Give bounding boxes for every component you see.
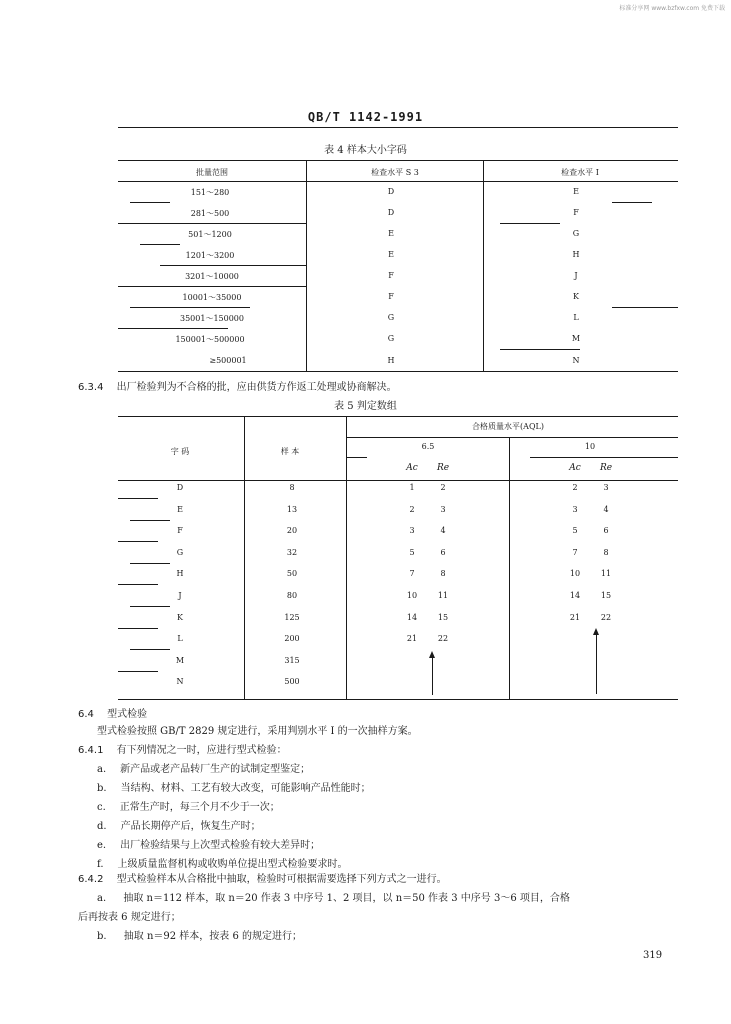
re-10-cell: 15 xyxy=(600,591,612,600)
table5-level-rule xyxy=(347,457,367,458)
list-item xyxy=(97,760,310,775)
lot-range-cell: 501～1200 xyxy=(188,230,232,239)
table4-caption: 表 4 样本大小字码 xyxy=(324,145,407,156)
list-item-label: b. xyxy=(97,783,107,794)
list-item xyxy=(97,817,261,832)
row-rule xyxy=(130,202,170,203)
section-6-4-heading xyxy=(78,705,147,720)
code-level1-cell: K xyxy=(573,292,579,301)
row-rule xyxy=(130,520,170,521)
sample-cell: 80 xyxy=(286,591,298,600)
code-cell: M xyxy=(175,655,185,665)
section-number: 6.4 xyxy=(78,709,94,720)
code-level1-cell: N xyxy=(572,356,580,365)
ac-6-5-cell: 2 xyxy=(409,504,415,514)
code-level1-cell: G xyxy=(572,229,580,238)
row-rule xyxy=(118,223,306,224)
ac-6-5-cell: 10 xyxy=(406,591,418,600)
list-item-label: a. xyxy=(97,764,107,775)
list-item-label: a. xyxy=(97,893,107,904)
up-arrow-icon xyxy=(432,657,433,695)
sample-cell: 32 xyxy=(286,547,298,557)
list-item xyxy=(97,927,302,942)
row-rule xyxy=(118,541,158,542)
re-10-cell: 3 xyxy=(603,483,609,492)
list-item xyxy=(97,779,371,794)
ac-6-5-cell: 21 xyxy=(406,634,418,644)
code-cell: D xyxy=(176,483,184,492)
table4-header-rule xyxy=(118,181,678,182)
lot-range-cell: 3201～10000 xyxy=(185,272,239,281)
lot-range-cell: 35001～150000 xyxy=(180,314,244,323)
list-item-label: f. xyxy=(97,859,104,870)
list-item-text: 出厂检验结果与上次型式检验有较大差异时； xyxy=(120,840,321,851)
list-item-text: 抽取 n＝112 样本，取 n＝20 作表 3 中序号 1、2 项目，以 n＝50 作表 3 中序号 3～6 项目，合格 xyxy=(123,893,570,904)
table5-re-10: Re xyxy=(599,463,613,473)
re-6-5-cell: 8 xyxy=(440,569,446,579)
row-rule xyxy=(612,307,678,308)
re-6-5-cell: 15 xyxy=(437,612,449,622)
lot-range-cell: 150001～500000 xyxy=(175,335,245,344)
sample-cell: 500 xyxy=(284,677,300,687)
re-6-5-cell: 11 xyxy=(437,591,449,600)
code-level1-cell: F xyxy=(573,208,579,217)
re-6-5-cell: 3 xyxy=(440,504,446,514)
watermark-text: 标准分享网 www.bzfxw.com 免费下载 xyxy=(619,5,725,12)
re-10-cell: 4 xyxy=(603,504,609,514)
code-s3-cell: D xyxy=(387,208,395,217)
row-rule xyxy=(118,286,306,287)
standard-number: QB/T 1142-1991 xyxy=(307,110,424,124)
re-10-cell: 8 xyxy=(603,547,609,557)
lot-range-cell: 1201～3200 xyxy=(185,251,235,260)
code-cell: E xyxy=(177,504,183,514)
row-rule xyxy=(130,606,170,607)
sample-cell: 200 xyxy=(284,634,300,644)
list-item xyxy=(97,836,320,851)
lot-range-cell: ≥500001 xyxy=(209,356,247,365)
table4-col-divider-1 xyxy=(306,161,307,371)
list-item xyxy=(97,889,570,904)
list-item-text: 正常生产时，每三个月不少于一次； xyxy=(119,802,280,813)
table5-header-sample: 样 本 xyxy=(280,447,300,456)
sample-cell: 125 xyxy=(284,612,300,622)
list-item-text: 产品长期停产后，恢复生产时； xyxy=(120,821,261,832)
code-level1-cell: E xyxy=(573,187,579,196)
ac-10-cell: 2 xyxy=(572,483,578,492)
row-rule xyxy=(500,223,560,224)
code-level1-cell: J xyxy=(574,271,578,280)
table5-header-code: 字 码 xyxy=(170,447,190,456)
code-level1-cell: H xyxy=(572,250,580,259)
re-10-cell: 6 xyxy=(603,526,609,536)
sample-cell: 315 xyxy=(284,655,300,665)
row-rule xyxy=(130,563,170,564)
re-6-5-cell: 4 xyxy=(440,526,446,536)
list-item-label: b. xyxy=(97,931,107,942)
table5-ac-6-5: Ac xyxy=(406,463,418,473)
list-item-text: 抽取 n＝92 样本，按表 6 的规定进行； xyxy=(123,931,303,942)
row-rule xyxy=(140,244,180,245)
ac-10-cell: 3 xyxy=(572,504,578,514)
code-s3-cell: H xyxy=(387,356,395,365)
lot-range-cell: 151～280 xyxy=(190,188,230,197)
table5-aql-rule xyxy=(347,437,678,438)
clause-text: 出厂检验判为不合格的批，应由供货方作返工处理或协商解决。 xyxy=(116,382,397,393)
section-title: 型式检验 xyxy=(107,709,148,720)
row-rule xyxy=(612,202,652,203)
re-10-cell: 11 xyxy=(600,569,612,579)
table4-top-rule xyxy=(118,160,678,161)
sample-cell: 8 xyxy=(289,483,295,492)
clause-6-4-1 xyxy=(78,741,287,756)
row-rule xyxy=(118,628,158,629)
ac-10-cell: 7 xyxy=(572,547,578,557)
table5-col-divider-2 xyxy=(346,417,347,699)
list-item xyxy=(97,798,280,813)
code-level1-cell: L xyxy=(573,313,579,322)
list-item-label: d. xyxy=(97,821,107,832)
ac-6-5-cell: 1 xyxy=(409,483,415,492)
ac-10-cell: 14 xyxy=(569,591,581,600)
code-cell: F xyxy=(177,526,183,536)
list-item xyxy=(97,855,348,870)
ac-10-cell: 21 xyxy=(569,612,581,622)
code-cell: L xyxy=(177,634,183,644)
clause-6-4-2 xyxy=(78,870,447,885)
code-s3-cell: E xyxy=(388,250,394,259)
row-rule xyxy=(500,349,580,350)
code-s3-cell: D xyxy=(387,187,395,196)
up-arrow-icon xyxy=(596,634,597,694)
clause-number: 6.4.1 xyxy=(78,745,104,756)
row-rule xyxy=(130,649,170,650)
re-10-cell: 22 xyxy=(600,612,612,622)
code-s3-cell: F xyxy=(388,292,394,301)
row-rule xyxy=(118,671,158,672)
table4-header-level1: 检查水平 Ⅰ xyxy=(561,168,599,177)
lot-range-cell: 281～500 xyxy=(190,209,230,218)
code-s3-cell: F xyxy=(388,271,394,280)
clause-6-3-4 xyxy=(78,378,397,393)
re-6-5-cell: 6 xyxy=(440,547,446,557)
re-6-5-cell: 22 xyxy=(437,634,449,644)
table5-re-6-5: Re xyxy=(436,463,450,473)
clause-text: 型式检验样本从合格批中抽取，检验时可根据需要选择下列方式之一进行。 xyxy=(116,874,447,885)
row-rule xyxy=(160,265,306,266)
table5-caption: 表 5 判定数组 xyxy=(334,401,397,412)
table5-level-rule xyxy=(530,457,678,458)
code-cell: N xyxy=(176,677,184,687)
page-number: 319 xyxy=(643,950,663,961)
list-item-label: c. xyxy=(97,802,106,813)
table4-header-s3: 检查水平 S 3 xyxy=(371,168,419,177)
table5-ac-10: Ac xyxy=(569,463,581,473)
code-cell: J xyxy=(178,591,182,600)
list-item-text: 上级质量监督机构或收购单位提出型式检验要求时。 xyxy=(117,859,348,870)
code-s3-cell: G xyxy=(387,334,395,343)
row-rule xyxy=(118,584,158,585)
sample-cell: 20 xyxy=(286,526,298,536)
code-cell: K xyxy=(177,612,183,622)
list-item-text: 当结构、材料、工艺有较大改变，可能影响产品性能时； xyxy=(120,783,371,794)
ac-10-cell: 5 xyxy=(572,526,578,536)
table4-col-divider-2 xyxy=(483,161,484,371)
row-rule xyxy=(130,307,250,308)
clause-text: 有下列情况之一时，应进行型式检验： xyxy=(116,745,287,756)
code-s3-cell: G xyxy=(387,313,395,322)
sample-cell: 13 xyxy=(286,504,298,514)
table5-aql-6-5: 6.5 xyxy=(421,442,435,451)
table5-header-rule xyxy=(118,480,678,481)
table5-top-rule xyxy=(118,416,678,417)
code-cell: G xyxy=(176,547,184,557)
row-rule xyxy=(118,328,228,329)
clause-number: 6.4.2 xyxy=(78,874,104,885)
row-rule xyxy=(118,498,158,499)
header-rule xyxy=(118,127,678,128)
ac-6-5-cell: 7 xyxy=(409,569,415,579)
list-item-text: 新产品或老产品转厂生产的试制定型鉴定； xyxy=(120,764,311,775)
ac-10-cell: 10 xyxy=(569,569,581,579)
ac-6-5-cell: 14 xyxy=(406,612,418,622)
code-level1-cell: M xyxy=(571,334,581,343)
table5-header-aql: 合格质量水平(AQL) xyxy=(472,422,544,431)
table5-col-divider-3 xyxy=(509,437,510,699)
lot-range-cell: 10001～35000 xyxy=(182,293,242,302)
ac-6-5-cell: 3 xyxy=(409,526,415,536)
clause-number: 6.3.4 xyxy=(78,382,104,393)
re-6-5-cell: 2 xyxy=(440,483,446,492)
table4-bottom-rule xyxy=(118,371,678,372)
ac-6-5-cell: 5 xyxy=(409,547,415,557)
table4-header-lot-range: 批量范围 xyxy=(196,168,228,177)
table5-col-divider-1 xyxy=(244,417,245,699)
table5-bottom-rule xyxy=(118,699,678,700)
list-item-continuation: 后再按表 6 规定进行； xyxy=(78,912,181,923)
table5-aql-10: 10 xyxy=(584,442,596,451)
code-cell: H xyxy=(176,569,184,579)
sample-cell: 50 xyxy=(286,569,298,579)
list-item-label: e. xyxy=(97,840,107,851)
section-6-4-intro: 型式检验按照 GB/T 2829 规定进行，采用判别水平 Ⅰ 的一次抽样方案。 xyxy=(97,726,418,737)
code-s3-cell: E xyxy=(388,229,394,238)
